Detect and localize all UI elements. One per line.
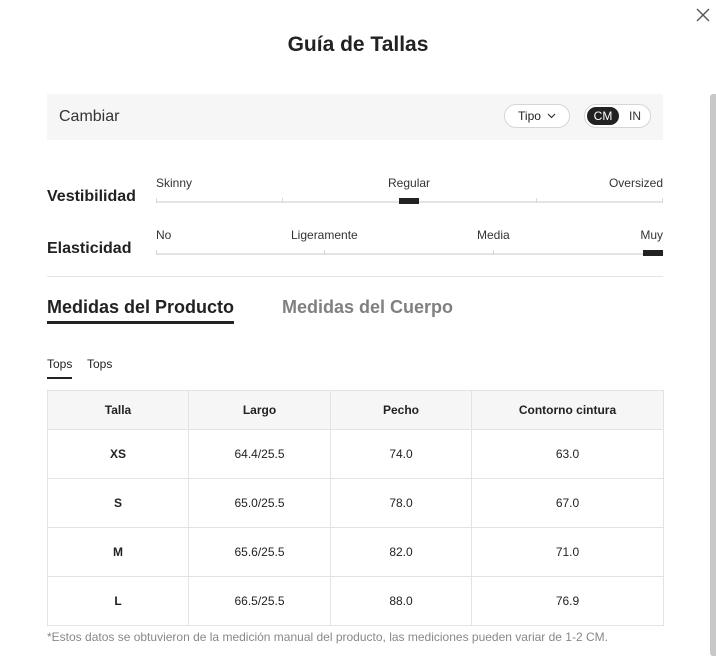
page-title: Guía de Tallas bbox=[287, 33, 429, 56]
type-select-label: Tipo bbox=[518, 109, 541, 123]
table-cell: 65.0/25.5 bbox=[189, 479, 331, 528]
fit-label: Vestibilidad bbox=[47, 188, 136, 205]
fit-option: Skinny bbox=[156, 176, 193, 190]
size-table bbox=[47, 390, 664, 626]
table-row bbox=[48, 577, 664, 626]
table-cell: 74.0 bbox=[331, 430, 472, 479]
stretch-option: No bbox=[156, 228, 172, 242]
stretch-tick bbox=[493, 250, 494, 255]
chevron-down-icon bbox=[547, 113, 556, 119]
fit-tick bbox=[156, 198, 157, 203]
header-cell: Largo bbox=[189, 391, 331, 430]
table-cell: 63.0 bbox=[472, 430, 664, 479]
stretch-marker bbox=[643, 250, 663, 256]
stretch-option: Muy bbox=[640, 228, 663, 242]
tab-body-measurements[interactable]: Medidas del Cuerpo bbox=[282, 297, 454, 317]
table-cell: 64.4/25.5 bbox=[189, 430, 331, 479]
stretch-label: Elasticidad bbox=[47, 240, 132, 257]
table-row bbox=[48, 479, 664, 528]
table-cell: 88.0 bbox=[331, 577, 472, 626]
unit-toggle bbox=[584, 104, 651, 128]
fit-marker bbox=[399, 198, 419, 204]
unit-bar bbox=[47, 94, 663, 140]
type-select[interactable] bbox=[504, 104, 570, 128]
header-cell: Talla bbox=[48, 391, 189, 430]
table-cell: 67.0 bbox=[472, 479, 664, 528]
stretch-option: Ligeramente bbox=[291, 228, 358, 242]
unit-in-button[interactable]: IN bbox=[629, 109, 641, 123]
table-cell: 66.5/25.5 bbox=[189, 577, 331, 626]
table-row bbox=[48, 430, 664, 479]
header-cell: Pecho bbox=[331, 391, 472, 430]
close-icon[interactable] bbox=[695, 7, 711, 23]
fit-option: Oversized bbox=[608, 176, 663, 190]
subtab-tops[interactable]: Tops bbox=[47, 357, 72, 379]
fit-tick bbox=[536, 198, 537, 203]
table-cell: 71.0 bbox=[472, 528, 664, 577]
fit-option: Regular bbox=[388, 176, 431, 190]
size-cell: XS bbox=[48, 430, 189, 479]
size-cell: M bbox=[48, 528, 189, 577]
stretch-track bbox=[156, 253, 663, 255]
stretch-tick bbox=[156, 250, 157, 255]
measurement-note: *Estos datos se obtuvieron de la medición manual del producto, las mediciones pueden variar de 1-2 CM. bbox=[47, 630, 608, 644]
change-label: Cambiar bbox=[59, 108, 120, 125]
stretch-tick bbox=[324, 250, 325, 255]
table-cell: 76.9 bbox=[472, 577, 664, 626]
table-cell: 78.0 bbox=[331, 479, 472, 528]
scrollbar[interactable] bbox=[710, 94, 716, 656]
unit-cm-button[interactable]: CM bbox=[587, 107, 619, 125]
fit-tick bbox=[282, 198, 283, 203]
table-cell: 82.0 bbox=[331, 528, 472, 577]
stretch-option: Media bbox=[477, 228, 510, 242]
size-cell: L bbox=[48, 577, 189, 626]
header-cell: Contorno cintura bbox=[472, 391, 664, 430]
divider bbox=[47, 276, 663, 277]
tab-product-measurements[interactable]: Medidas del Producto bbox=[47, 297, 234, 324]
fit-tick bbox=[662, 198, 663, 203]
subtab-tops[interactable]: Tops bbox=[87, 357, 113, 371]
size-cell: S bbox=[48, 479, 189, 528]
table-header-row bbox=[48, 391, 664, 430]
table-cell: 65.6/25.5 bbox=[189, 528, 331, 577]
table-row bbox=[48, 528, 664, 577]
